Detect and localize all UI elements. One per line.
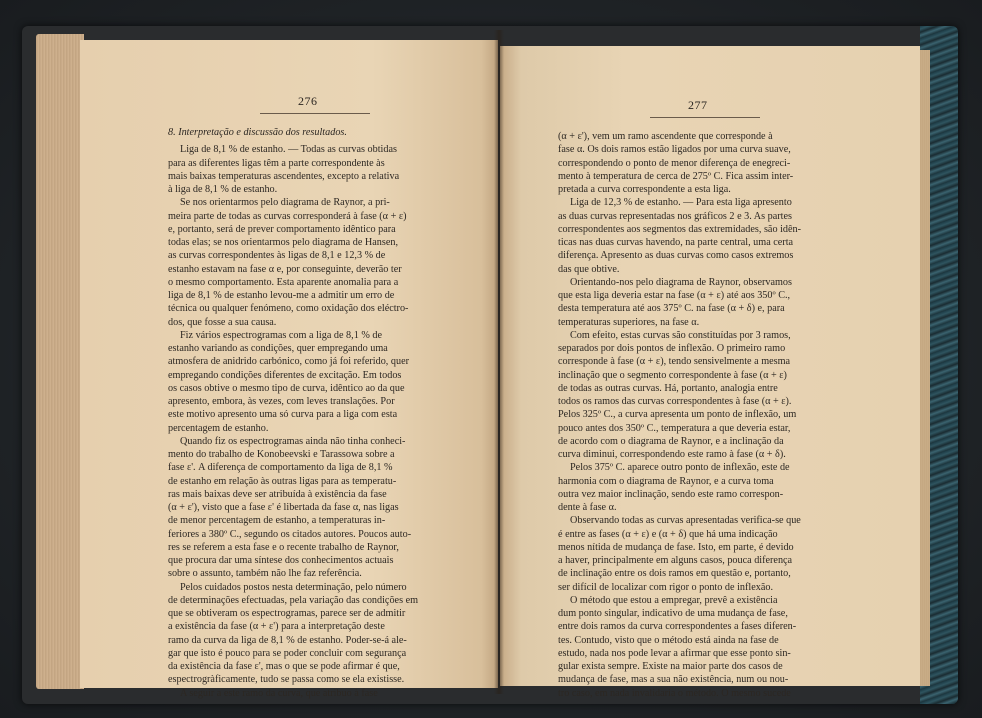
text-line: e, portanto, será de prever comportamento idêntico para <box>168 223 396 235</box>
text-line: dos, que fosse a sua causa. <box>168 316 277 328</box>
text-line: ticas nas duas curvas havendo, na parte central, uma certa <box>558 237 794 248</box>
text-line: as duas curvas representadas nos gráficos 2 e 3. As partes <box>558 210 792 222</box>
right-text-lines <box>558 130 910 700</box>
left-text-lines <box>168 143 520 700</box>
text-line: res se referem a esta fase e o recente trabalho de Raynor, <box>168 541 399 553</box>
text-line: de menor percentagem de estanho, a temperaturas in- <box>168 515 386 527</box>
text-line: Fiz vários espectrogramas com a liga de 8,1 % de <box>180 329 382 341</box>
text-line: Pelos 325º C., a curva apresenta um ponto de inflexão, um <box>558 409 797 421</box>
text-line: harmonia com o diagrama de Raynor, e a curva toma <box>558 475 774 487</box>
text-line: pouco antes dos 350º C., temperatura a que deveria estar, <box>558 422 791 434</box>
header-rule <box>260 113 370 114</box>
text-line: liga de 8,1 % de estanho levou-me a admitir um erro de <box>168 290 395 301</box>
text-line: para as diferentes ligas têm a parte correspondente às <box>168 157 385 169</box>
text-line: pretada a curva correspondente a esta liga. <box>558 184 731 195</box>
header-rule <box>650 117 760 118</box>
text-line: Orientando-nos pelo diagrama de Raynor, observamos <box>570 276 792 288</box>
text-line: Pelos 375º C. aparece outro ponto de inflexão, este de <box>570 462 790 474</box>
right-page <box>500 46 920 699</box>
text-line: (α + ε'), vem um ramo ascendente que corresponde à <box>558 131 773 142</box>
text-line: atmosfera de anidrido carbónico, como já foi referido, quer <box>168 356 410 368</box>
text-line: O método que estou a empregar, prevê a existência <box>570 594 778 606</box>
left-page-body <box>168 126 520 700</box>
text-line: Se nos orientarmos pelo diagrama de Raynor, a pri- <box>180 197 390 209</box>
text-line: curva diminui, correspondendo este ramo à fase (α + δ). <box>558 449 786 460</box>
text-line: de todas as outras curvas. Há, portanto, analogia entre <box>558 382 778 394</box>
text-line: Quando fiz os espectrogramas ainda não tinha conheci- <box>180 435 406 447</box>
text-line: ramo da curva da liga de 8,1 % de estanho. Poder-se-á ale- <box>168 634 407 646</box>
text-line: outra vez maior inclinação, sendo este ramo correspon- <box>558 488 784 500</box>
text-line: Liga de 8,1 % de estanho. — Todas as curvas obtidas <box>180 144 397 156</box>
text-line: inclinação que o segmento correspondente à fase (α + ε) <box>558 369 787 381</box>
text-line: (α + ε'), visto que a fase ε' é libertada da fase α, nas ligas <box>168 502 399 513</box>
text-line: estanho variando as condições, quer empregando uma <box>168 343 388 354</box>
text-line: sobre o assunto, também não lhe faz referência. <box>168 568 362 580</box>
text-line: Com efeito, estas curvas são constituídas por 3 ramos, <box>570 329 791 341</box>
page-number: 276 <box>298 94 318 108</box>
text-line: desta temperatura até aos 375º C. na fase (α + δ) e, para <box>558 303 785 315</box>
text-line: temperaturas superiores, na fase α. <box>558 316 700 328</box>
page-number: 277 <box>688 98 708 112</box>
text-line: da existência da fase ε', mas o que se pode afirmar é que, <box>168 661 400 672</box>
text-line: de acordo com o diagrama de Raynor, e a inclinação da <box>558 435 784 447</box>
left-page-edges <box>36 34 84 689</box>
text-line: corresponde à fase (α + ε), tendo sensivelmente a mesma <box>558 356 791 368</box>
text-line: de estanho em relação às outras ligas para as temperatu- <box>168 475 397 487</box>
text-line: técnica ou qualquer fenómeno, como oxidação dos eléctro- <box>168 303 409 315</box>
text-line: todos os ramos das curvas correspondentes à fase (α + ε). <box>558 396 792 407</box>
text-line: que se obtiveram os espectrogramas, parece ser de admitir <box>168 608 406 619</box>
text-line: as curvas correspondentes às ligas de 8,1 e 12,3 % de <box>168 250 386 262</box>
text-line: estudo, nada nos pode levar a afirmar que esse ponto sin- <box>558 647 791 659</box>
text-line: gar que isto é pouco para se poder concluir com segurança <box>168 647 407 659</box>
text-line: este motivo apresento uma só curva para a liga com esta <box>168 409 398 421</box>
text-line: ras mais baixas deve ser atribuída à existência da fase <box>168 488 387 500</box>
text-line: apresento, embora, às vezes, com leves translações. Por <box>168 396 395 407</box>
text-line: fase ε'. A diferença de comportamento da liga de 8,1 % <box>168 462 393 474</box>
section-heading: 8. Interpretação e discussão dos resultados. <box>168 127 347 138</box>
text-line: meira parte de todas as curvas corresponderá à fase (α + ε) <box>168 210 407 222</box>
text-line: estanho estavam na fase α e, por conseguinte, deverão ter <box>168 263 402 275</box>
text-line: os casos obtive o mesmo tipo de curva, idêntico ao da que <box>168 382 405 394</box>
text-line: das que obtive. <box>558 263 620 275</box>
text-line: a haver, principalmente em alguns casos, pouca diferença <box>558 555 793 566</box>
text-line: feriores a 380º C., segundo os citados autores. Poucos auto- <box>168 528 412 540</box>
text-line: dente à fase α. <box>558 502 617 513</box>
text-line: ser difícil de localizar com rigor o ponto de inflexão. <box>558 581 773 593</box>
left-page <box>80 40 498 699</box>
text-line: de determinações efectuadas, pela variação das condições em <box>168 594 419 606</box>
text-line: é entre as fases (α + ε) e (α + δ) que há uma indicação <box>558 528 778 540</box>
text-line: empregando condições diferentes de excitação. Em todos <box>168 369 402 381</box>
text-line: espectrogràficamente, tudo se passa como se ela existisse. <box>168 674 405 686</box>
text-line: Pelos cuidados postos nesta determinação, pelo número <box>180 581 407 593</box>
text-line: mento à temperatura de cerca de 275º C. Fica assim inter- <box>558 170 794 182</box>
text-line: separados por dois pontos de inflexão. O primeiro ramo <box>558 343 786 354</box>
text-line: a existência da fase (α + ε') para a interpretação deste <box>168 621 385 633</box>
text-line: correspondendo o ponto de menor diferença de enegreci- <box>558 157 791 169</box>
text-line: menos nítida de mudança de fase. Isto, em parte, é devido <box>558 541 794 553</box>
text-line: Observando todas as curvas apresentadas verifica-se que <box>570 515 801 527</box>
book-gutter <box>494 30 504 694</box>
right-page-body <box>558 130 910 700</box>
text-line: mento do trabalho de Konobeevski e Tarassowa sobre a <box>168 449 395 460</box>
text-line: A seguir a este ramo da curva, que atribuo à fase <box>180 687 378 699</box>
text-line: diferença. Apresento as duas curvas como casos extremos <box>558 250 794 262</box>
text-line: correspondentes aos segmentos das extremidades, são idên- <box>558 223 802 235</box>
text-line: que esta liga deveria estar na fase (α + ε) até aos 350º C., <box>558 290 791 301</box>
text-line: mais baixas temperaturas ascendentes, excepto a relativa <box>168 170 400 182</box>
text-line: todas elas; se nos orientarmos pelo diagrama de Hansen, <box>168 237 398 248</box>
text-line: percentagem de estanho. <box>168 422 269 434</box>
text-line: de inclinação entre os dois ramos em questão e, portanto, <box>558 568 791 580</box>
text-line: gular exista sempre. Existe na maior parte dos casos de <box>558 661 783 672</box>
text-line: tro caso, em nada invalidaria o método. O mesmo sucede <box>558 687 791 699</box>
text-line: entre dois ramos da curva correspondentes a fases diferen- <box>558 621 797 633</box>
text-line: à liga de 8,1 % de estanho. <box>168 184 278 195</box>
text-line: tes. Contudo, visto que o método está ainda na fase de <box>558 634 779 646</box>
text-line: que procura dar uma síntese dos conhecimentos actuais <box>168 555 394 566</box>
text-line: dum ponto singular, indicativo de uma mudança de fase, <box>558 608 788 619</box>
text-line: fase α. Os dois ramos estão ligados por uma curva suave, <box>558 144 791 156</box>
text-line: mudança de fase, mas a sua não existência, num ou nou- <box>558 674 789 686</box>
text-line: o mesmo comportamento. Esta aparente anomalia para a <box>168 276 399 288</box>
text-line: Liga de 12,3 % de estanho. — Para esta liga apresento <box>570 197 792 209</box>
